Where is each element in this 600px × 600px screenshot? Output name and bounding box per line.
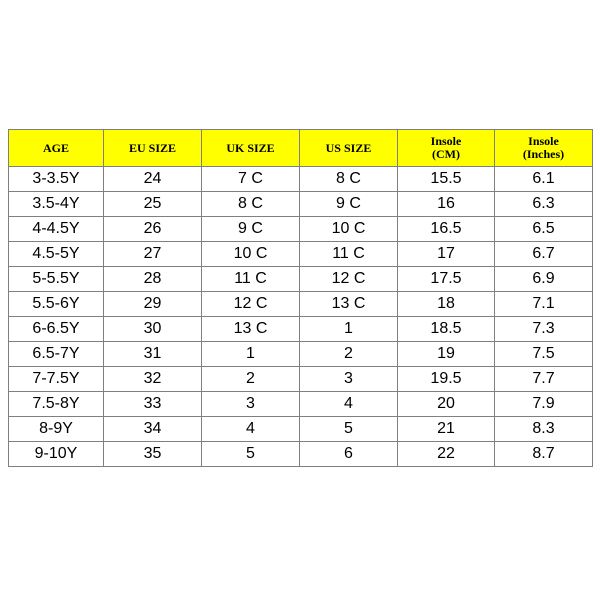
insole-cm-cell: 19	[398, 342, 495, 367]
table-row	[9, 367, 593, 392]
us-size-cell: 12 C	[300, 267, 398, 292]
us-size-cell: 6	[300, 442, 398, 467]
insole-inches-cell: 7.9	[495, 392, 593, 417]
header-insole-inches-line1: Insole	[528, 134, 559, 148]
age-cell: 7-7.5Y	[9, 367, 104, 392]
us-size-cell: 10 C	[300, 217, 398, 242]
table-body	[9, 167, 593, 467]
size-chart-table	[8, 129, 593, 467]
insole-inches-cell: 6.3	[495, 192, 593, 217]
insole-inches-cell: 7.1	[495, 292, 593, 317]
uk-size-cell: 2	[202, 367, 300, 392]
eu-size-cell: 28	[104, 267, 202, 292]
insole-cm-cell: 17.5	[398, 267, 495, 292]
us-size-cell: 3	[300, 367, 398, 392]
age-cell: 7.5-8Y	[9, 392, 104, 417]
us-size-cell: 9 C	[300, 192, 398, 217]
insole-cm-cell: 16.5	[398, 217, 495, 242]
table-row	[9, 442, 593, 467]
insole-cm-cell: 19.5	[398, 367, 495, 392]
us-size-cell: 2	[300, 342, 398, 367]
insole-inches-cell: 7.5	[495, 342, 593, 367]
insole-cm-cell: 16	[398, 192, 495, 217]
insole-cm-cell: 18.5	[398, 317, 495, 342]
uk-size-cell: 8 C	[202, 192, 300, 217]
age-cell: 4-4.5Y	[9, 217, 104, 242]
table-row	[9, 417, 593, 442]
uk-size-cell: 9 C	[202, 217, 300, 242]
insole-inches-cell: 8.3	[495, 417, 593, 442]
insole-inches-cell: 7.3	[495, 317, 593, 342]
insole-inches-cell: 6.9	[495, 267, 593, 292]
us-size-cell: 13 C	[300, 292, 398, 317]
age-cell: 6-6.5Y	[9, 317, 104, 342]
uk-size-cell: 5	[202, 442, 300, 467]
table-row	[9, 317, 593, 342]
uk-size-cell: 12 C	[202, 292, 300, 317]
insole-inches-cell: 6.5	[495, 217, 593, 242]
eu-size-cell: 30	[104, 317, 202, 342]
insole-cm-cell: 18	[398, 292, 495, 317]
us-size-cell: 1	[300, 317, 398, 342]
age-cell: 3-3.5Y	[9, 167, 104, 192]
header-insole-inches	[495, 130, 593, 167]
insole-cm-cell: 17	[398, 242, 495, 267]
eu-size-cell: 27	[104, 242, 202, 267]
eu-size-cell: 33	[104, 392, 202, 417]
header-uk-size: UK SIZE	[202, 130, 300, 167]
table-row	[9, 192, 593, 217]
header-row	[9, 130, 593, 167]
header-age: AGE	[9, 130, 104, 167]
insole-cm-cell: 21	[398, 417, 495, 442]
age-cell: 5-5.5Y	[9, 267, 104, 292]
insole-inches-cell: 8.7	[495, 442, 593, 467]
eu-size-cell: 34	[104, 417, 202, 442]
header-eu-size: EU SIZE	[104, 130, 202, 167]
table-row	[9, 167, 593, 192]
age-cell: 3.5-4Y	[9, 192, 104, 217]
table-row	[9, 267, 593, 292]
eu-size-cell: 32	[104, 367, 202, 392]
uk-size-cell: 4	[202, 417, 300, 442]
uk-size-cell: 1	[202, 342, 300, 367]
eu-size-cell: 25	[104, 192, 202, 217]
insole-cm-cell: 15.5	[398, 167, 495, 192]
us-size-cell: 4	[300, 392, 398, 417]
header-insole-inches-line2: (Inches)	[522, 147, 565, 161]
age-cell: 4.5-5Y	[9, 242, 104, 267]
header-insole-cm	[398, 130, 495, 167]
insole-cm-cell: 22	[398, 442, 495, 467]
table-row	[9, 342, 593, 367]
eu-size-cell: 31	[104, 342, 202, 367]
eu-size-cell: 24	[104, 167, 202, 192]
us-size-cell: 8 C	[300, 167, 398, 192]
table-row	[9, 292, 593, 317]
uk-size-cell: 3	[202, 392, 300, 417]
uk-size-cell: 10 C	[202, 242, 300, 267]
header-insole-cm-line1: Insole	[430, 134, 462, 148]
age-cell: 5.5-6Y	[9, 292, 104, 317]
age-cell: 9-10Y	[9, 442, 104, 467]
table-header	[9, 130, 593, 167]
eu-size-cell: 29	[104, 292, 202, 317]
table-row	[9, 242, 593, 267]
insole-inches-cell: 7.7	[495, 367, 593, 392]
uk-size-cell: 11 C	[202, 267, 300, 292]
eu-size-cell: 35	[104, 442, 202, 467]
insole-cm-cell: 20	[398, 392, 495, 417]
us-size-cell: 11 C	[300, 242, 398, 267]
insole-inches-cell: 6.7	[495, 242, 593, 267]
uk-size-cell: 13 C	[202, 317, 300, 342]
header-insole-cm-line2: (CM)	[432, 147, 460, 161]
table-row	[9, 217, 593, 242]
age-cell: 6.5-7Y	[9, 342, 104, 367]
header-us-size: US SIZE	[300, 130, 398, 167]
table-row	[9, 392, 593, 417]
us-size-cell: 5	[300, 417, 398, 442]
uk-size-cell: 7 C	[202, 167, 300, 192]
eu-size-cell: 26	[104, 217, 202, 242]
insole-inches-cell: 6.1	[495, 167, 593, 192]
age-cell: 8-9Y	[9, 417, 104, 442]
